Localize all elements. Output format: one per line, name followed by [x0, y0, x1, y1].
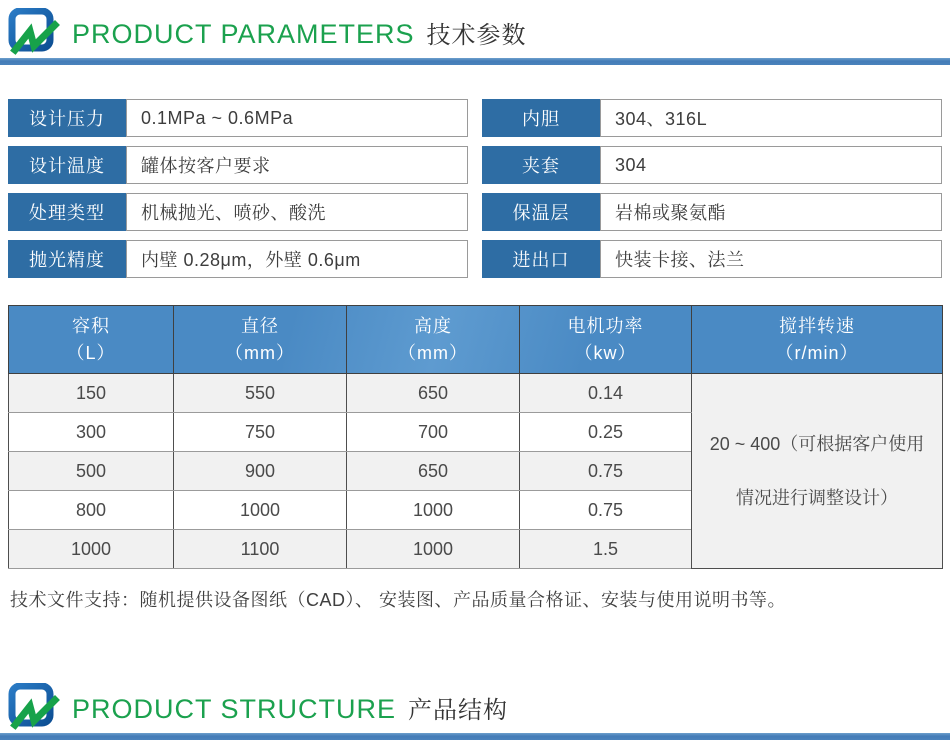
- section-header-structure: [0, 675, 950, 731]
- param-label: 处理类型: [8, 193, 126, 231]
- section-title-en: PRODUCT STRUCTURE: [72, 693, 397, 724]
- param-row-design-pressure: [8, 99, 468, 137]
- header-unit: （r/min）: [775, 343, 859, 363]
- header-name: 搅拌转速: [779, 316, 855, 336]
- param-row-insulation-layer: [482, 193, 942, 231]
- param-row-design-temperature: [8, 146, 468, 184]
- spec-cell: 550: [174, 374, 347, 413]
- spec-header-volume: [9, 306, 174, 374]
- spec-cell: 0.25: [520, 413, 692, 452]
- spec-cell: 750: [174, 413, 347, 452]
- param-label: 保温层: [482, 193, 600, 231]
- param-value: 岩棉或聚氨酯: [600, 193, 942, 231]
- param-label: 设计温度: [8, 146, 126, 184]
- spec-cell: 900: [174, 452, 347, 491]
- param-row-polishing-precision: [8, 240, 468, 278]
- spec-cell: 0.14: [520, 374, 692, 413]
- param-value: 罐体按客户要求: [126, 146, 468, 184]
- spec-cell: 300: [9, 413, 174, 452]
- param-value: 304: [600, 146, 942, 184]
- spec-cell: 700: [347, 413, 520, 452]
- spec-table-head: [9, 306, 943, 374]
- spec-table-body: [9, 374, 943, 569]
- parameters-column-left: [8, 99, 468, 287]
- param-label: 进出口: [482, 240, 600, 278]
- section-title-zh: 技术参数: [426, 21, 527, 49]
- parameters-grid: [8, 99, 942, 287]
- spec-cell: 650: [347, 374, 520, 413]
- spec-table: [8, 305, 943, 569]
- spec-cell: 1000: [347, 530, 520, 569]
- param-row-inner-tank: [482, 99, 942, 137]
- section-title-en: PRODUCT PARAMETERS: [72, 18, 415, 49]
- param-value: 机械抛光、喷砂、酸洗: [126, 193, 468, 231]
- param-value: 快装卡接、法兰: [600, 240, 942, 278]
- param-label: 抛光精度: [8, 240, 126, 278]
- spec-cell: 500: [9, 452, 174, 491]
- header-unit: （L）: [66, 343, 116, 363]
- header-name: 直径: [241, 316, 279, 336]
- section-divider-line: [0, 58, 950, 65]
- brand-logo-icon: [8, 683, 60, 731]
- spec-cell: 0.75: [520, 491, 692, 530]
- section-header-parameters: [0, 0, 950, 56]
- header-name: 高度: [414, 316, 452, 336]
- header-name: 容积: [72, 316, 110, 336]
- section-structure-block: [0, 675, 950, 740]
- section-divider-line: [0, 733, 950, 740]
- spec-header-motor-power: [520, 306, 692, 374]
- param-value: 内壁 0.28μm，外壁 0.6μm: [126, 240, 468, 278]
- spec-header-height: [347, 306, 520, 374]
- section-title: [72, 690, 508, 725]
- header-unit: （mm）: [398, 343, 468, 363]
- header-name: 电机功率: [567, 316, 644, 336]
- spec-cell: 1000: [174, 491, 347, 530]
- param-row-inlet-outlet: [482, 240, 942, 278]
- spec-header-row: [9, 306, 943, 374]
- header-unit: （kw）: [574, 343, 637, 363]
- param-value: 0.1MPa ~ 0.6MPa: [126, 99, 468, 137]
- spec-cell: 0.75: [520, 452, 692, 491]
- spec-header-diameter: [174, 306, 347, 374]
- spec-header-stir-speed: [692, 306, 943, 374]
- param-label: 设计压力: [8, 99, 126, 137]
- header-unit: （mm）: [225, 343, 295, 363]
- parameters-column-right: [482, 99, 942, 287]
- param-row-treatment-type: [8, 193, 468, 231]
- brand-logo-icon: [8, 8, 60, 56]
- spec-cell: 650: [347, 452, 520, 491]
- spec-row: [9, 374, 943, 413]
- spec-cell: 1000: [9, 530, 174, 569]
- spec-cell: 1100: [174, 530, 347, 569]
- spec-cell: 800: [9, 491, 174, 530]
- spec-cell-stir-speed-note: 20 ~ 400（可根据客户使用情况进行调整设计）: [692, 374, 943, 569]
- param-label: 内胆: [482, 99, 600, 137]
- param-label: 夹套: [482, 146, 600, 184]
- param-row-jacket: [482, 146, 942, 184]
- spec-cell: 1000: [347, 491, 520, 530]
- spec-cell: 150: [9, 374, 174, 413]
- param-value: 304、316L: [600, 99, 942, 137]
- spec-cell: 1.5: [520, 530, 692, 569]
- section-title: [72, 15, 527, 50]
- tech-support-note: 技术文件支持：随机提供设备图纸（CAD）、 安装图、产品质量合格证、安装与使用说明书等。: [10, 590, 787, 610]
- section-title-zh: 产品结构: [408, 696, 509, 724]
